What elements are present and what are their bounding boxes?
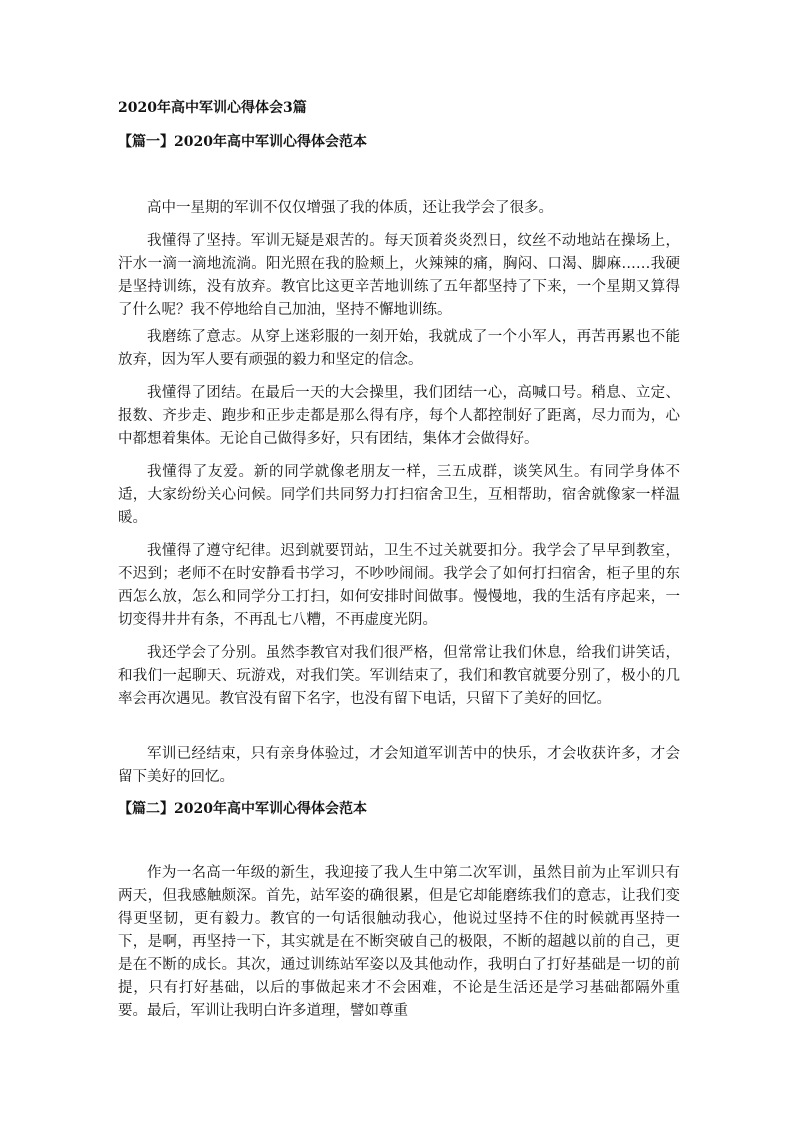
paragraph: 作为一名高一年级的新生，我迎接了我人生中第二次军训，虽然目前为止军训只有两天，但我感触颇深。首先，站军姿的确很累，但是它却能磨练我们的意志，让我们变得更坚韧，更有毅力。教官的一句话很触动我心，他说过坚持不住的时候就再坚持一下，是啊，再坚持一下，其实就是在不断突破自己的极限，不断的超越以前的自己，更是在不断的成长。其次，通过训练站军姿以及其他动作，我明白了打好基础是一切的前提，只有打好基础，以后的事做起来才不会困难，不论是生活还是学习基础都隔外重要。最后，军训让我明白许多道理，譬如尊重 bbox=[118, 865, 680, 1019]
paragraph: 高中一星期的军训不仅仅增强了我的体质，还让我学会了很多。 bbox=[147, 200, 553, 216]
paragraph: 我懂得了团结。在最后一天的大会操里，我们团结一心，高喊口号。稍息、立定、报数、齐步走、跑步和正步走都是那么得有序，每个人都控制好了距离，尽力而为，心中都想着集体。无论自己做得多好，只有团结，集体才会做得好。 bbox=[118, 385, 680, 447]
paragraph: 我还学会了分别。虽然李教官对我们很严格，但常常让我们休息，给我们讲笑话，和我们一起聊天、玩游戏，对我们笑。军训结束了，我们和教官就要分别了，极小的几率会再次遇见。教官没有留下名字，也没有留下电话，只留下了美好的回忆。 bbox=[118, 645, 680, 707]
section-heading-1: 【篇一】2020年高中军训心得体会范本 bbox=[118, 134, 367, 150]
paragraph: 军训已经结束，只有亲身体验过，才会知道军训苦中的快乐，才会收获许多，才会留下美好的回忆。 bbox=[118, 746, 680, 785]
document-title: 2020年高中军训心得体会3篇 bbox=[118, 100, 307, 116]
paragraph: 我懂得了坚持。军训无疑是艰苦的。每天顶着炎炎烈日，纹丝不动地站在操场上，汗水一滴一滴地流淌。阳光照在我的脸颊上，火辣辣的痛，胸闷、口渴、脚麻……我硬是坚持训练，没有放弃。教官比这更辛苦地训练了五年都坚持了下来，一个星期又算得了什么呢？我不停地给自己加油，坚持不懈地训练。 bbox=[118, 233, 680, 318]
paragraph: 我磨练了意志。从穿上迷彩服的一刻开始，我就成了一个小军人，再苦再累也不能放弃，因为军人要有顽强的毅力和坚定的信念。 bbox=[118, 329, 680, 368]
paragraph: 我懂得了友爱。新的同学就像老朋友一样，三五成群，谈笑风生。有同学身体不适，大家纷纷关心问候。同学们共同努力打扫宿舍卫生，互相帮助，宿舍就像家一样温暖。 bbox=[118, 464, 680, 526]
section-heading-2: 【篇二】2020年高中军训心得体会范本 bbox=[118, 801, 367, 817]
paragraph: 我懂得了遵守纪律。迟到就要罚站，卫生不过关就要扣分。我学会了早早到教室，不迟到；老师不在时安静看书学习，不吵吵闹闹。我学会了如何打扫宿舍，柜子里的东西怎么放，怎么和同学分工打扫，如何安排时间做事。慢慢地，我的生活有序起来，一切变得井井有条，不再乱七八糟，不再虚度光阴。 bbox=[118, 543, 680, 628]
